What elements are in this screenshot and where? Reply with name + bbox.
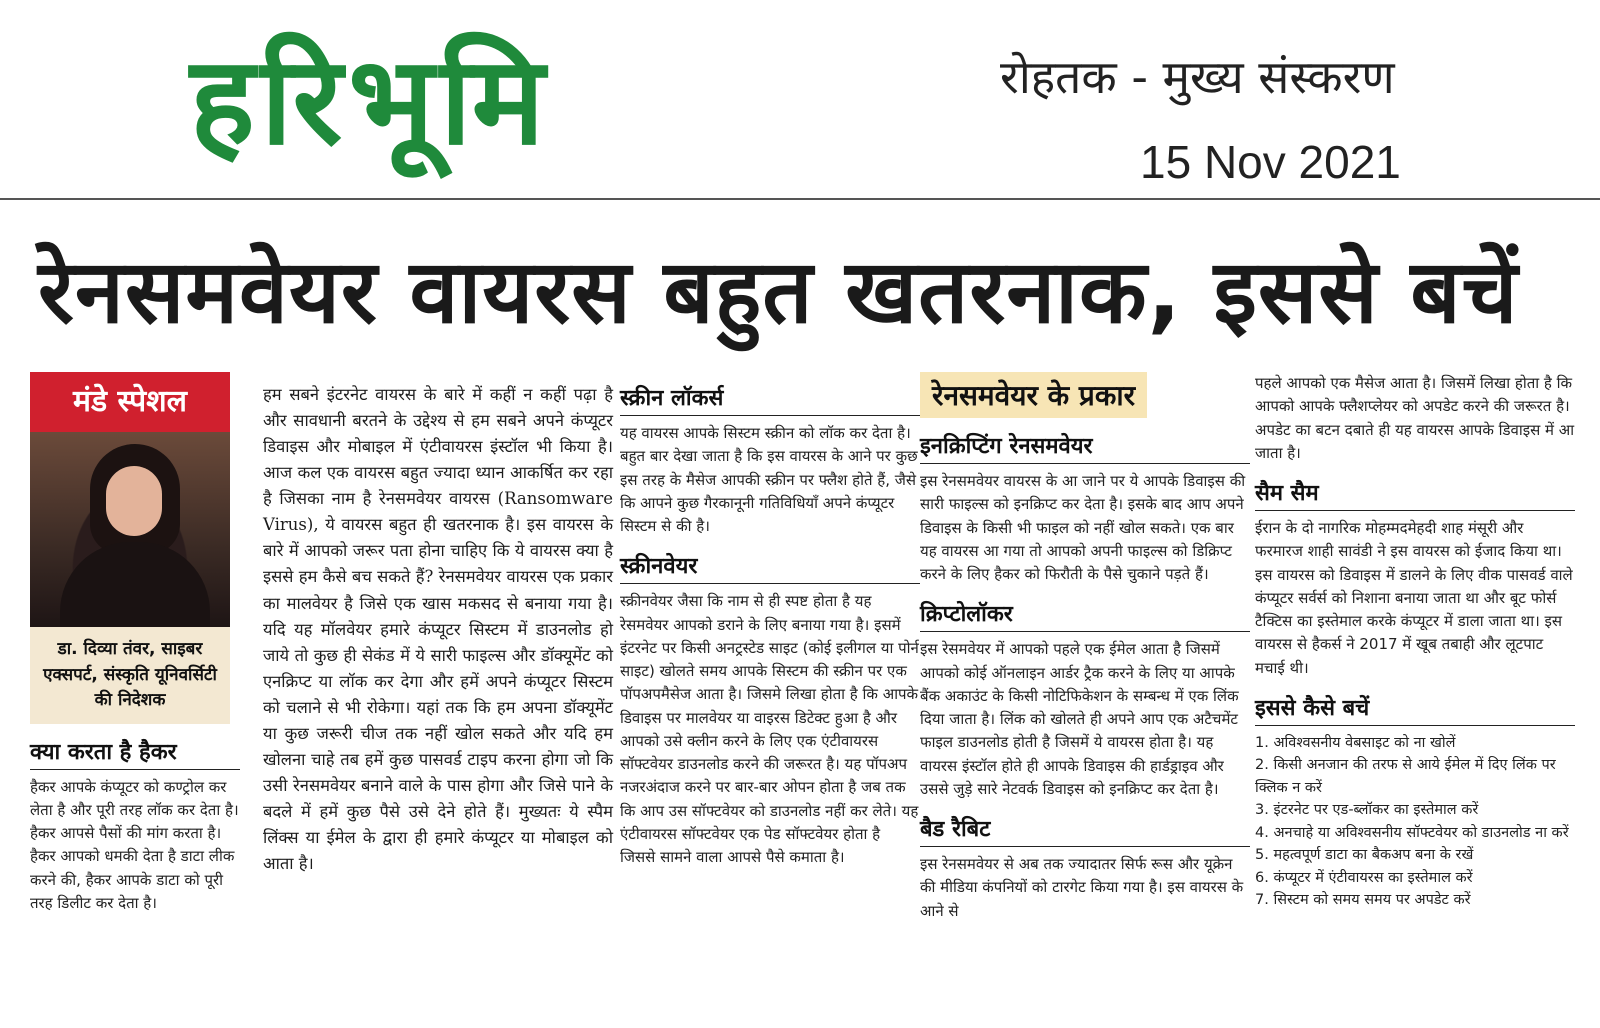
intro-paragraph: हम सबने इंटरनेट वायरस के बारे में कहीं न कहीं पढ़ा है और सावधानी बरतने के उद्देश्य से हम सबने अपने कंप्यूटर डिवाइस और मोबाइल में एंटीवायरस इंस्टॉल भी किया है। आज कल एक वायरस बहुत ज्यादा ध्यान आकर्षित कर रहा है जिसका नाम है रेनसमवेयर वायरस (Ransomware Virus), ये वायरस बहुत ही खतरनाक है। इस वायरस के बारे में आपको जरूर पता होना चाहिए कि ये वायरस क्या है इससे हम कैसे बच सकते हैं? रेनसमवेयर वायरस एक प्रकार का मालवेयर है जिसे एक खास मकसद से बनाया गया है। यदि यह मॉलवेयर हमारे कंप्यूटर सिस्टम में डाउनलोड हो जाये तो कुछ ही सेकंड में ये सारी फाइल्स और डॉक्यूमेंट को एनक्रिप्ट या लॉक कर देगा और हमें अपने कंप्यूटर सिस्टम को चलाने से भी रोकेगा। यहां तक कि हम अपना डॉक्यूमेंट या कुछ जरूरी चीज तक नहीं खोल सकते और यदि हम खोलना चाहे तब हमें कुछ पासवर्ड टाइप करना होगा जो कि उसी रेनसमवेयर बनाने वाले के पास होगा और जिसे पाने के बदले में हमें कुछ पैसे उसे देने होते हैं। मुख्यतः ये स्पैम लिंक्स या ईमेल के द्वारा ही हमारे कंप्यूटर या मोबाइल को आता है। (263, 385, 613, 874)
sidebar-text: हैकर आपके कंप्यूटर को कण्ट्रोल कर लेता है और पूरी तरह लॉक कर देता है। हैकर आपसे पैसों की मांग करता है। हैकर आपको धमकी देता है डाटा लीक करने की, हैकर आपके डाटा को पूरी तरह डिलीट कर देता है। (30, 777, 239, 912)
photo-body (60, 542, 210, 627)
column-ransomware-types (920, 372, 1250, 923)
intro-column (263, 382, 613, 877)
newspaper-logo: हरिभूमि (190, 30, 551, 172)
section-heading-samsam: सैम सैम (1255, 477, 1575, 511)
masthead-divider (0, 198, 1600, 200)
edition-label: रोहतक - मुख्य संस्करण (1000, 50, 1395, 104)
section-text-encrypting: इस रेनसमवेयर वायरस के आ जाने पर ये आपके डिवाइस की सारी फाइल्स को इनक्रिप्ट कर देता है। इसके बाद आप अपने डिवाइस के किसी भी फाइल को नहीं खोल सकते। एक बार यह वायरस आ गया तो आपको अपनी फाइल्स को डिक्रिप्ट करने के लिए हैकर को फिरौती के पैसे चुकाने पड़ते हैं। (920, 472, 1246, 583)
section-heading-bad-rabbit: बैड रैबिट (920, 813, 1250, 847)
section-text-cryptolocker: इस रेसमवेयर में आपको पहले एक ईमेल आता है जिसमें आपको कोई ऑनलाइन आर्डर ट्रैक करने के लिए या आपके बैंक अकाउंट के किसी नोटिफिकेशन के सम्बन्ध में एक लिंक दिया जाता है। लिंक को खोलते ही अपने आप एक अटैचमेंट फाइल डाउनलोड होती है जिसमें ये वायरस होता है। यह वायरस इंस्टॉल होते ही आपके डिवाइस की हार्डड्राइव और उससे जुड़े सारे नेटवर्क डिवाइस को इनक्रिप्ट कर देता है। (920, 640, 1239, 798)
section-text-screen-lockers: यह वायरस आपके सिस्टम स्क्रीन को लॉक कर देता है। बहुत बार देखा जाता है कि इस वायरस के आने पर कुछ इस तरह के मैसेज आपकी स्क्रीन पर फ्लैश होते हैं, जैसे कि आपने कुछ गैरकानूनी गतिविधियाँ अपने कंप्यूटर सिस्टम से की है। (620, 424, 918, 535)
article-body (30, 372, 1575, 972)
prevention-tips-list (1255, 732, 1575, 912)
column-samsam (1255, 372, 1575, 912)
special-badge: मंडे स्पेशल (30, 372, 230, 432)
list-item: 4. अनचाहे या अविश्वसनीय सॉफ्टवेयर को डाउनलोड ना करें (1255, 824, 1569, 841)
section-text-scareware: स्क्रीनवेयर जैसा कि नाम से ही स्पष्ट होता है यह रेसमवेयर आपको डराने के लिए बनाया गया है। इसमें इंटरनेट पर किसी अनट्रस्टेड साइट (कोई इलीगल या पोर्न साइट) खोलते समय आपके सिस्टम की स्क्रीन पर एक पॉपअपमैसेज आता है। जिसमे लिखा होता है कि आपके डिवाइस पर मालवेयर या वाइरस डिटेक्ट हुआ है और आपको उसे क्लीन करने के लिए एक एंटीवायरस सॉफ्टवेयर डाउनलोड करने की जरूरत है। यह पॉपअप नजरअंदाज करने पर बार-बार ओपन होता है जब तक कि आप उस सॉफ्टवेयर को डाउनलोड नहीं कर लेते। यह एंटीवायरस सॉफ्टवेयर एक पेड सॉफ्टवेयर होता है जिससे सामने वाला आपसे पैसे कमाता है। (620, 592, 919, 866)
list-item: 5. महत्वपूर्ण डाटा का बैकअप बना के रखें (1255, 847, 1474, 864)
sidebar-column (30, 372, 240, 972)
list-item: 2. किसी अनजान की तरफ से आये ईमेल में दिए लिंक पर क्लिक न करें (1255, 757, 1556, 796)
section-heading-screen-lockers: स्क्रीन लॉकर्स (620, 382, 920, 416)
sidebar-heading: क्या करता है हैकर (30, 736, 240, 770)
headline: रेनसमवेयर वायरस बहुत खतरनाक, इससे बचें (38, 240, 1519, 343)
list-item: 7. सिस्टम को समय समय पर अपडेट करें (1255, 892, 1471, 909)
section-heading-encrypting: इनक्रिप्टिंग रेनसमवेयर (920, 430, 1250, 464)
author-photo (30, 432, 230, 627)
list-item: 3. इंटरनेट पर एड-ब्लॉकर का इस्तेमाल करें (1255, 802, 1479, 819)
photo-face (106, 466, 162, 536)
masthead (0, 0, 1600, 200)
section-heading-scareware: स्क्रीनवेयर (620, 550, 920, 584)
section-text-bad-rabbit: इस रेनसमवेयर से अब तक ज्यादातर सिर्फ रूस और यूक्रेन की मीडिया कंपनियों को टारगेट किया गया है। इस वायरस के आने से (920, 855, 1244, 920)
section-heading-cryptolocker: क्रिप्टोलॉकर (920, 598, 1250, 632)
column-screen-lockers (620, 382, 920, 869)
section-heading-prevention: इससे कैसे बचें (1255, 692, 1575, 726)
lead-text: पहले आपको एक मैसेज आता है। जिसमें लिखा होता है कि आपको आपके फ्लैशप्लेयर को अपडेट करने की जरूरत है। अपडेट का बटन दबाते ही यह वायरस आपके डिवाइस में आ जाता है। (1255, 374, 1575, 462)
section-text-samsam: ईरान के दो नागरिक मोहम्मदमेहदी शाह मंसूरी और फरमारज शाही सावंडी ने इस वायरस को ईजाद किया था। इस वायरस को डिवाइस में डालने के लिए वीक पासवर्ड वाले कंप्यूटर सर्वर्स को निशाना बनाया जाता था और बूट फोर्स टैक्टिस का इस्तेमाल करके कंप्यूटर में डाला जाता था। इस वायरस से हैकर्स ने 2017 में खूब तबाही और लूटपाट मचाई थी। (1255, 519, 1573, 677)
list-item: 6. कंप्यूटर में एंटीवायरस का इस्तेमाल करें (1255, 869, 1473, 886)
author-caption: डा. दिव्या तंवर, साइबर एक्सपर्ट, संस्कृति यूनिवर्सिटी की निदेशक (30, 627, 230, 724)
list-item: 1. अविश्वसनीय वेबसाइट को ना खोलें (1255, 734, 1456, 751)
types-tag: रेनसमवेयर के प्रकार (920, 372, 1147, 418)
issue-date: 15 Nov 2021 (1140, 136, 1401, 188)
